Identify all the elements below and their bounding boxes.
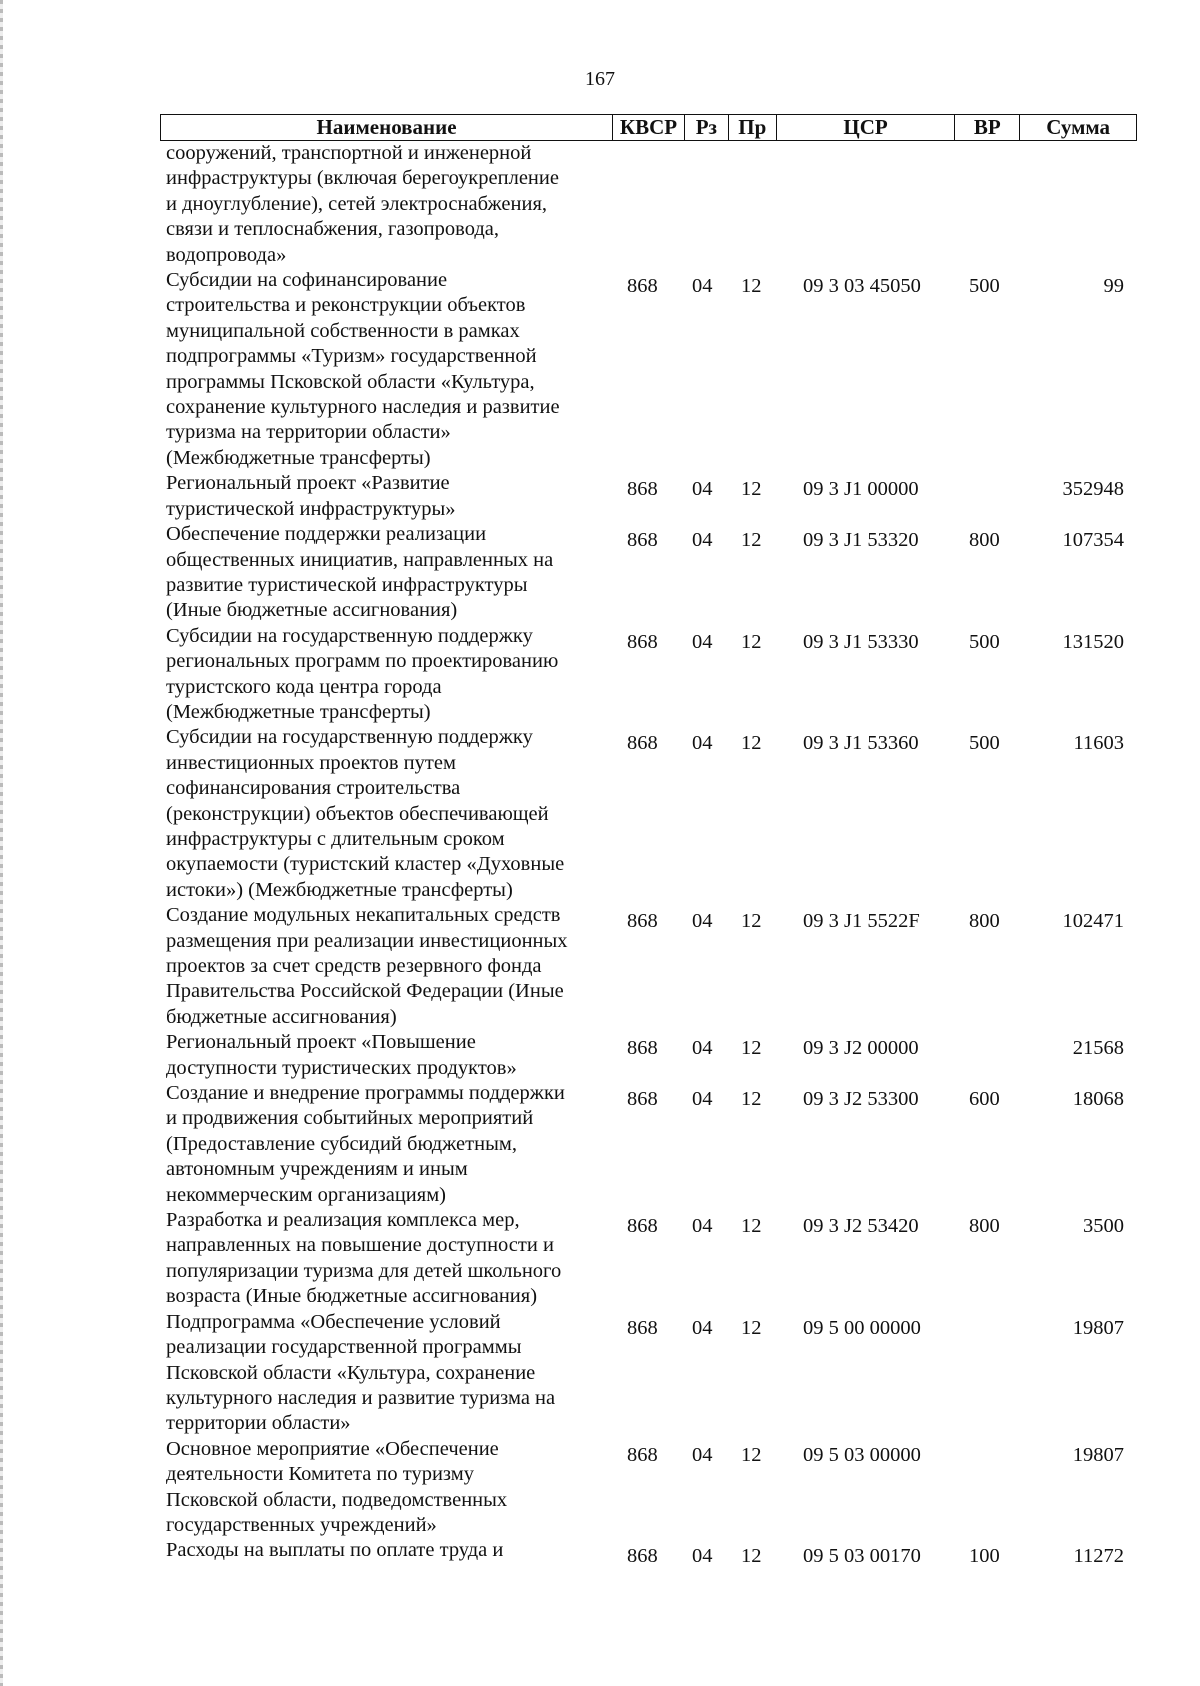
row-pr: 12 — [741, 630, 762, 653]
row-name: Основное мероприятие «Обеспечение деятельности Комитета по туризму Псковской области, подведомственных государственных учреждений» — [166, 1437, 508, 1536]
row-rz: 04 — [692, 1088, 713, 1111]
row-pr: 12 — [741, 1545, 762, 1568]
row-vr: 800 — [969, 910, 1000, 933]
row-pr: 12 — [741, 1215, 762, 1238]
row-vr: 100 — [969, 1545, 1000, 1568]
row-sum: 21568 — [1072, 1037, 1124, 1060]
row-rz: 04 — [692, 910, 713, 933]
row-sum: 3500 — [1083, 1215, 1124, 1238]
row-csr: 09 3 J1 5522F — [803, 910, 920, 933]
header-name: Наименование — [161, 115, 613, 140]
row-pr: 12 — [741, 478, 762, 501]
row-kvsr: 868 — [627, 910, 658, 933]
row-name: Создание и внедрение программы поддержки и продвижения событийных мероприятий (Предоставление субсидий бюджетным, автономным учреждениям и иным некоммерческим организациям) — [166, 1082, 565, 1206]
row-rz: 04 — [692, 732, 713, 755]
row-pr: 12 — [741, 1088, 762, 1111]
table-row — [0, 1030, 1200, 1081]
row-name: Субсидии на софинансирование строительства и реконструкции объектов муниципальной собственности в рамках подпрограммы «Туризм» государственной программы Псковской области «Культура, сохранение культурного наследия и развитие туризма на территории области» (Межбюджетные трансферты) — [166, 269, 560, 469]
row-name: Расходы на выплаты по оплате труда и — [166, 1539, 504, 1562]
table-row — [0, 624, 1200, 726]
table-row — [0, 1310, 1200, 1437]
row-name: Региональный проект «Развитие туристической инфраструктуры» — [166, 472, 456, 520]
row-name: Создание модульных некапитальных средств размещения при реализации инвестиционных проектов за счет средств резервного фонда Правительства Российской Федерации (Иные бюджетные ассигнования) — [166, 904, 568, 1028]
row-rz: 04 — [692, 1316, 713, 1339]
row-rz: 04 — [692, 1215, 713, 1238]
table-row — [0, 1437, 1200, 1539]
row-sum: 18068 — [1072, 1088, 1124, 1111]
row-csr: 09 3 J1 53320 — [803, 529, 919, 552]
row-pr: 12 — [741, 732, 762, 755]
row-sum: 107354 — [1062, 529, 1124, 552]
row-pr: 12 — [741, 275, 762, 298]
row-rz: 04 — [692, 1037, 713, 1060]
table-row — [0, 141, 1200, 268]
row-rz: 04 — [692, 630, 713, 653]
row-name: Обеспечение поддержки реализации общественных инициатив, направленных на развитие туристической инфраструктуры (Иные бюджетные ассигнования) — [166, 523, 554, 622]
table-row — [0, 268, 1200, 471]
row-sum: 19807 — [1072, 1443, 1124, 1466]
row-kvsr: 868 — [627, 478, 658, 501]
row-vr: 500 — [969, 732, 1000, 755]
row-kvsr: 868 — [627, 1316, 658, 1339]
row-kvsr: 868 — [627, 1088, 658, 1111]
table-header — [160, 114, 1137, 141]
row-kvsr: 868 — [627, 1037, 658, 1060]
row-kvsr: 868 — [627, 529, 658, 552]
table-row — [0, 725, 1200, 903]
header-rz: Рз — [685, 115, 729, 140]
row-csr: 09 3 J1 53360 — [803, 732, 919, 755]
row-vr: 500 — [969, 275, 1000, 298]
row-kvsr: 868 — [627, 1443, 658, 1466]
row-name: Субсидии на государственную поддержку инвестиционных проектов путем софинансирования строительства (реконструкции) объектов обеспечивающей инфраструктуры с длительным сроком окупаемости (туристский кластер «Духовные истоки») (Межбюджетные трансферты) — [166, 726, 565, 901]
table-body — [0, 141, 1200, 1568]
row-kvsr: 868 — [627, 1215, 658, 1238]
row-vr: 500 — [969, 630, 1000, 653]
row-csr: 09 3 J2 53300 — [803, 1088, 919, 1111]
row-pr: 12 — [741, 529, 762, 552]
row-csr: 09 3 J2 00000 — [803, 1037, 919, 1060]
row-sum: 11272 — [1073, 1545, 1124, 1568]
row-csr: 09 3 J1 53330 — [803, 630, 919, 653]
header-pr: Пр — [729, 115, 777, 140]
row-name: Региональный проект «Повышение доступности туристических продуктов» — [166, 1031, 517, 1079]
row-sum: 131520 — [1062, 630, 1124, 653]
row-vr: 800 — [969, 1215, 1000, 1238]
row-csr: 09 3 J1 00000 — [803, 478, 919, 501]
row-rz: 04 — [692, 275, 713, 298]
row-csr: 09 5 00 00000 — [803, 1316, 921, 1339]
row-kvsr: 868 — [627, 732, 658, 755]
row-pr: 12 — [741, 1316, 762, 1339]
row-name: сооружений, транспортной и инженерной инфраструктуры (включая берегоукрепление и дноуглубление), сетей электроснабжения, связи и теплоснабжения, газопровода, водопровода» — [166, 142, 559, 266]
row-csr: 09 5 03 00000 — [803, 1443, 921, 1466]
header-vr: ВР — [955, 115, 1020, 140]
row-vr: 600 — [969, 1088, 1000, 1111]
row-rz: 04 — [692, 478, 713, 501]
row-name: Подпрограмма «Обеспечение условий реализации государственной программы Псковской области «Культура, сохранение культурного наследия и развитие туризма на территории области» — [166, 1310, 556, 1435]
header-csr: ЦСР — [777, 115, 956, 140]
table-row — [0, 903, 1200, 1030]
header-sum: Сумма — [1046, 115, 1111, 139]
page-number: 167 — [585, 68, 615, 90]
row-rz: 04 — [692, 1443, 713, 1466]
row-csr: 09 3 03 45050 — [803, 275, 921, 298]
table-row — [0, 1538, 1200, 1568]
row-name: Субсидии на государственную поддержку региональных программ по проектированию туристского кода центра города (Межбюджетные трансферты) — [166, 624, 559, 723]
row-kvsr: 868 — [627, 275, 658, 298]
header-kvsr: КВСР — [613, 115, 685, 140]
row-rz: 04 — [692, 1545, 713, 1568]
row-sum: 19807 — [1072, 1316, 1124, 1339]
row-pr: 12 — [741, 1037, 762, 1060]
row-vr: 800 — [969, 529, 1000, 552]
table-row — [0, 1208, 1200, 1310]
row-csr: 09 5 03 00170 — [803, 1545, 921, 1568]
row-kvsr: 868 — [627, 630, 658, 653]
row-sum: 11603 — [1073, 732, 1124, 755]
row-sum: 99 — [1103, 275, 1124, 298]
row-kvsr: 868 — [627, 1545, 658, 1568]
row-sum: 352948 — [1062, 478, 1124, 501]
row-pr: 12 — [741, 1443, 762, 1466]
row-csr: 09 3 J2 53420 — [803, 1215, 919, 1238]
row-pr: 12 — [741, 910, 762, 933]
row-sum: 102471 — [1062, 910, 1124, 933]
table-row — [0, 1081, 1200, 1208]
row-name: Разработка и реализация комплекса мер, направленных на повышение доступности и популяризации туризма для детей школьного возраста (Иные бюджетные ассигнования) — [166, 1209, 562, 1308]
row-rz: 04 — [692, 529, 713, 552]
table-row — [0, 471, 1200, 522]
table-row — [0, 522, 1200, 624]
